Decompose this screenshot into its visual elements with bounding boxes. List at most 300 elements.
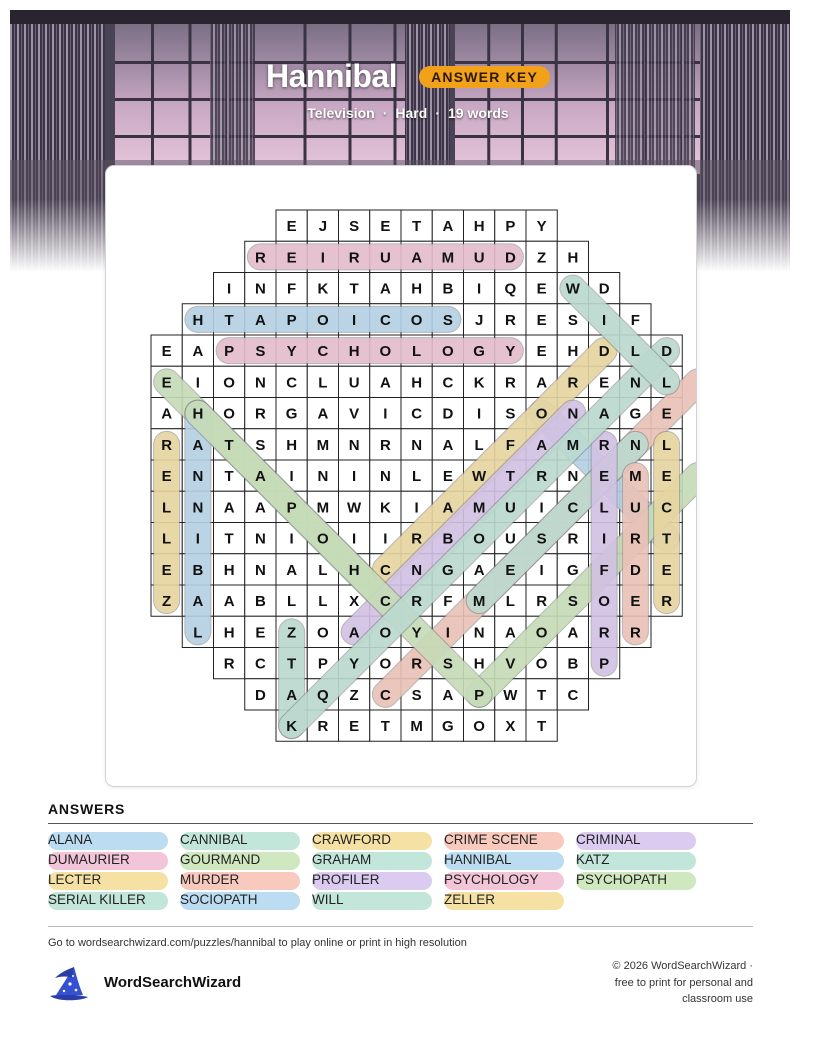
grid-letter: D <box>598 280 610 298</box>
grid-letter: A <box>223 499 235 517</box>
grid-letter: L <box>505 593 515 611</box>
grid-letter: A <box>348 624 360 642</box>
grid-letter: R <box>411 530 423 548</box>
grid-letter: I <box>539 499 544 517</box>
grid-letter: N <box>254 530 266 548</box>
grid-letter: L <box>318 374 328 392</box>
grid-letter: D <box>661 343 673 361</box>
grid-letter: L <box>599 499 609 517</box>
grid-letter: I <box>289 530 294 548</box>
grid-letter: E <box>505 561 516 579</box>
answer-word: DUMAURIER <box>48 852 130 867</box>
grid-letter: P <box>286 311 297 329</box>
answer-key-badge: ANSWER KEY <box>419 66 550 88</box>
letter-grid <box>106 166 696 786</box>
grid-letter: L <box>162 530 172 548</box>
grid-letter: R <box>504 374 516 392</box>
grid-letter: I <box>320 249 325 267</box>
grid-letter: O <box>317 530 329 548</box>
grid-letter: O <box>223 405 235 423</box>
grid-letter: I <box>383 530 388 548</box>
grid-letter: E <box>161 468 172 486</box>
answer-word: WILL <box>312 892 344 907</box>
grid-letter: F <box>505 436 515 454</box>
grid-letter: E <box>161 561 172 579</box>
grid-letter: R <box>317 718 329 736</box>
grid-letter: N <box>317 468 329 486</box>
grid-letter: O <box>535 624 548 642</box>
grid-letter: H <box>567 249 579 267</box>
grid-letter: X <box>349 593 360 611</box>
grid-letter: F <box>443 593 453 611</box>
copyright-line: classroom use <box>682 993 753 1005</box>
grid-letter: O <box>473 718 485 736</box>
grid-letter: S <box>505 405 516 423</box>
grid-letter: M <box>410 718 423 736</box>
grid-letter: H <box>223 624 235 642</box>
answer-word: CANNIBAL <box>180 832 248 847</box>
grid-letter: V <box>505 655 516 673</box>
grid-letter: I <box>227 280 232 298</box>
grid-letter: A <box>442 499 454 517</box>
answer-word: GOURMAND <box>180 852 261 867</box>
difficulty-label: Hard <box>395 105 428 121</box>
grid-letter: N <box>567 405 579 423</box>
grid-letter: T <box>505 468 515 486</box>
grid-letter: I <box>477 280 482 298</box>
grid-letter: P <box>505 218 516 236</box>
answer-word: KATZ <box>576 852 610 867</box>
answer-item <box>576 871 696 889</box>
grid-letter: E <box>286 218 297 236</box>
grid-letter: S <box>411 686 422 704</box>
grid-letter: K <box>473 374 485 392</box>
grid-letter: P <box>224 343 235 361</box>
grid-letter: R <box>411 655 423 673</box>
separator-dot: · <box>435 105 440 121</box>
grid-letter: C <box>567 499 579 517</box>
answer-word: GRAHAM <box>312 852 372 867</box>
grid-letter: N <box>629 436 641 454</box>
grid-letter: G <box>442 561 454 579</box>
answer-word: SOCIOPATH <box>180 892 258 907</box>
grid-letter: R <box>567 530 579 548</box>
grid-letter: H <box>411 280 423 298</box>
answer-item <box>444 891 564 909</box>
grid-letter: M <box>629 468 642 486</box>
grid-letter: L <box>412 343 422 361</box>
grid-letter: I <box>352 468 357 486</box>
grid-letter: I <box>195 374 200 392</box>
grid-letter: E <box>161 343 172 361</box>
grid-letter: Y <box>286 343 297 361</box>
grid-letter: A <box>254 499 266 517</box>
grid-letter: I <box>539 561 544 579</box>
grid-letter: T <box>224 436 234 454</box>
brand-name: WordSearchWizard <box>104 974 242 991</box>
grid-letter: L <box>162 499 172 517</box>
grid-letter: E <box>536 311 547 329</box>
grid-letter: N <box>629 374 641 392</box>
grid-letter: E <box>536 343 547 361</box>
grid-letter: R <box>348 249 360 267</box>
grid-letter: H <box>567 343 579 361</box>
grid-letter: R <box>629 530 641 548</box>
grid-letter: E <box>255 624 266 642</box>
grid-letter: T <box>380 718 390 736</box>
answer-item <box>48 851 168 869</box>
puzzle-meta <box>0 105 816 121</box>
grid-letter: U <box>629 499 641 517</box>
grid-letter: A <box>473 561 485 579</box>
grid-letter: S <box>255 436 266 454</box>
category-label: Television <box>307 105 375 121</box>
grid-letter: N <box>567 468 579 486</box>
grid-letter: N <box>192 499 204 517</box>
grid-letter: R <box>661 593 673 611</box>
grid-letter: T <box>662 530 672 548</box>
grid-letter: C <box>379 561 391 579</box>
grid-letter: M <box>472 593 486 611</box>
answers-divider <box>48 823 753 824</box>
grid-letter: N <box>348 436 360 454</box>
answer-word: CRIMINAL <box>576 832 641 847</box>
grid-letter: D <box>629 561 641 579</box>
grid-letter: P <box>474 686 485 704</box>
grid-letter: Y <box>505 343 516 361</box>
grid-letter: C <box>442 374 454 392</box>
grid-letter: U <box>504 530 516 548</box>
grid-letter: O <box>598 593 610 611</box>
answers-heading: ANSWERS <box>48 801 126 817</box>
answer-item <box>312 891 432 909</box>
grid-letter: A <box>442 218 454 236</box>
grid-letter: O <box>535 405 548 423</box>
answer-item <box>444 871 564 889</box>
grid-letter: E <box>599 468 610 486</box>
grid-letter: R <box>411 593 423 611</box>
grid-letter: L <box>193 624 203 642</box>
grid-letter: D <box>504 249 516 267</box>
grid-letter: F <box>599 561 609 579</box>
grid-letter: O <box>442 343 454 361</box>
answer-item <box>576 851 696 869</box>
grid-letter: R <box>567 374 579 392</box>
separator-dot: · <box>382 105 388 121</box>
puzzle-header <box>0 58 816 121</box>
grid-letter: I <box>414 499 419 517</box>
grid-letter: E <box>161 374 172 392</box>
grid-letter: T <box>224 530 234 548</box>
grid-letter: O <box>223 374 235 392</box>
puzzle-card <box>105 165 697 787</box>
grid-letter: C <box>379 593 391 611</box>
grid-letter: O <box>317 311 329 329</box>
answer-word: PSYCHOPATH <box>576 872 668 887</box>
grid-letter: C <box>661 499 673 517</box>
grid-letter: T <box>287 655 297 673</box>
answer-item <box>48 831 168 849</box>
grid-letter: O <box>535 655 548 673</box>
grid-letter: A <box>286 561 298 579</box>
grid-letter: V <box>349 405 360 423</box>
grid-letter: W <box>565 280 580 298</box>
grid-letter: D <box>442 405 454 423</box>
grid-letter: H <box>223 561 235 579</box>
grid-letter: T <box>224 311 234 329</box>
answer-item <box>312 871 432 889</box>
grid-letter: E <box>536 280 547 298</box>
copyright-line: free to print for personal and <box>614 976 753 989</box>
grid-letter: S <box>567 593 578 611</box>
answer-item <box>180 871 300 889</box>
grid-letter: A <box>317 405 329 423</box>
grid-letter: B <box>442 280 454 298</box>
grid-letter: G <box>567 561 579 579</box>
grid-letter: A <box>411 249 423 267</box>
grid-letter: L <box>630 343 640 361</box>
grid-letter: K <box>317 280 329 298</box>
grid-letter: G <box>442 718 454 736</box>
grid-letter: M <box>316 499 330 517</box>
grid-letter: A <box>192 593 204 611</box>
answer-word: PROFILER <box>312 872 380 887</box>
grid-letter: Z <box>349 686 359 704</box>
grid-letter: U <box>504 499 516 517</box>
grid-letter: H <box>192 405 204 423</box>
grid-letter: R <box>598 624 610 642</box>
grid-letter: R <box>536 468 548 486</box>
answer-item <box>180 851 300 869</box>
grid-letter: S <box>442 655 453 673</box>
grid-letter: O <box>317 624 329 642</box>
grid-letter: U <box>473 249 485 267</box>
grid-letter: C <box>379 686 391 704</box>
grid-letter: M <box>441 249 455 267</box>
grid-letter: B <box>254 593 266 611</box>
grid-letter: H <box>192 311 204 329</box>
grid-letter: S <box>255 343 266 361</box>
grid-letter: M <box>472 499 486 517</box>
grid-letter: O <box>379 624 392 642</box>
grid-letter: K <box>286 718 298 736</box>
answer-word: LECTER <box>48 872 102 887</box>
grid-letter: N <box>379 468 391 486</box>
answer-item <box>576 831 696 849</box>
copyright-line: © 2026 WordSearchWizard · <box>612 960 753 972</box>
grid-letter: E <box>286 249 297 267</box>
grid-letter: E <box>442 468 453 486</box>
grid-letter: C <box>286 374 298 392</box>
answer-word: CRAWFORD <box>312 832 391 847</box>
grid-letter: B <box>192 561 204 579</box>
grid-letter: R <box>223 655 235 673</box>
grid-letter: L <box>412 468 422 486</box>
grid-letter: D <box>598 343 610 361</box>
grid-letter: A <box>442 436 454 454</box>
grid-letter: C <box>379 311 391 329</box>
grid-letter: D <box>254 686 266 704</box>
grid-letter: T <box>349 280 359 298</box>
answer-word: ALANA <box>48 832 93 847</box>
grid-letter: L <box>318 593 328 611</box>
grid-letter: W <box>503 686 518 704</box>
grid-letter: S <box>567 311 578 329</box>
answer-word: SERIAL KILLER <box>48 892 146 907</box>
grid-letter: E <box>349 718 360 736</box>
answer-word: PSYCHOLOGY <box>444 872 539 887</box>
grid-letter: C <box>254 655 266 673</box>
grid-letter: M <box>566 436 580 454</box>
grid-letter: L <box>287 593 297 611</box>
grid-letter: C <box>567 686 579 704</box>
answer-item <box>48 891 168 909</box>
grid-letter: I <box>477 405 482 423</box>
grid-letter: E <box>661 405 672 423</box>
answer-word: MURDER <box>180 872 240 887</box>
grid-letter: H <box>348 561 360 579</box>
grid-letter: N <box>411 436 423 454</box>
grid-letter: A <box>598 405 610 423</box>
grid-letter: Q <box>504 280 517 298</box>
grid-letter: O <box>379 655 392 673</box>
answer-word: HANNIBAL <box>444 852 512 867</box>
grid-letter: B <box>567 655 579 673</box>
grid-letter: A <box>254 311 266 329</box>
grid-letter: L <box>662 436 672 454</box>
grid-letter: A <box>567 624 579 642</box>
grid-letter: N <box>254 561 266 579</box>
grid-letter: G <box>629 405 642 423</box>
grid-letter: H <box>411 374 423 392</box>
grid-letter: Z <box>287 624 297 642</box>
grid-letter: J <box>318 218 328 236</box>
grid-letter: H <box>473 218 485 236</box>
puzzle-title: Hannibal <box>265 58 398 94</box>
grid-letter: G <box>285 405 298 423</box>
grid-letter: E <box>599 374 610 392</box>
grid-letter: E <box>661 561 672 579</box>
grid-letter: W <box>347 499 362 517</box>
grid-letter: F <box>287 280 297 298</box>
grid-letter: N <box>254 374 266 392</box>
grid-letter: A <box>536 374 548 392</box>
grid-letter: H <box>348 343 360 361</box>
grid-letter: H <box>473 655 485 673</box>
grid-letter: A <box>161 405 173 423</box>
grid-letter: R <box>629 624 641 642</box>
grid-letter: I <box>602 311 607 329</box>
wizard-hat-icon <box>46 964 92 1004</box>
grid-letter: R <box>254 249 266 267</box>
grid-letter: N <box>473 624 485 642</box>
answer-item <box>180 831 300 849</box>
grid-letter: O <box>379 343 392 361</box>
grid-letter: N <box>411 561 423 579</box>
grid-letter: I <box>195 530 200 548</box>
grid-letter: Q <box>317 686 329 704</box>
grid-letter: L <box>662 374 672 392</box>
answer-item <box>312 851 432 869</box>
answer-item <box>444 851 564 869</box>
grid-letter: T <box>537 718 547 736</box>
grid-letter: R <box>536 593 548 611</box>
grid-letter: I <box>602 530 607 548</box>
grid-letter: C <box>317 343 329 361</box>
word-count-label: 19 words <box>447 105 509 121</box>
grid-letter: P <box>317 655 328 673</box>
grid-letter: H <box>286 436 298 454</box>
grid-letter: I <box>352 530 357 548</box>
answer-item <box>180 891 300 909</box>
grid-letter: O <box>473 530 485 548</box>
grid-letter: F <box>630 311 640 329</box>
grid-letter: N <box>192 468 204 486</box>
grid-letter: R <box>254 405 266 423</box>
footer-url-text: Go to wordsearchwizard.com/puzzles/hannibal to play online or print in high resolution <box>48 937 467 949</box>
grid-letter: A <box>442 686 454 704</box>
grid-letter: E <box>661 468 672 486</box>
grid-letter: G <box>473 343 485 361</box>
grid-letter: S <box>349 218 360 236</box>
grid-letter: E <box>380 218 391 236</box>
grid-letter: I <box>445 624 450 642</box>
grid-letter: A <box>379 280 391 298</box>
grid-letter: R <box>598 436 610 454</box>
grid-letter: S <box>536 530 547 548</box>
answer-word: ZELLER <box>444 892 496 907</box>
grid-letter: O <box>410 311 423 329</box>
grid-letter: R <box>379 436 391 454</box>
grid-letter: I <box>383 405 388 423</box>
grid-letter: T <box>537 686 547 704</box>
grid-letter: R <box>161 436 173 454</box>
grid-letter: B <box>442 530 454 548</box>
footer-divider <box>48 926 753 927</box>
grid-letter: X <box>505 718 516 736</box>
grid-letter: K <box>379 499 391 517</box>
grid-letter: N <box>254 280 266 298</box>
grid-letter: A <box>286 686 298 704</box>
grid-letter: Y <box>349 655 360 673</box>
grid-letter: P <box>286 499 297 517</box>
grid-letter: Y <box>411 624 422 642</box>
grid-letter: I <box>289 468 294 486</box>
grid-letter: P <box>599 655 610 673</box>
grid-letter: U <box>379 249 391 267</box>
grid-letter: A <box>192 343 204 361</box>
grid-letter: Z <box>537 249 547 267</box>
grid-letter: A <box>254 468 266 486</box>
grid-letter: Z <box>162 593 172 611</box>
grid-letter: R <box>504 311 516 329</box>
grid-letter: A <box>223 593 235 611</box>
grid-letter: E <box>630 593 641 611</box>
grid-letter: M <box>316 436 330 454</box>
answer-item <box>444 831 564 849</box>
copyright-text <box>583 958 753 1008</box>
grid-letter: A <box>192 436 204 454</box>
grid-letter: L <box>474 436 484 454</box>
grid-letter: W <box>472 468 487 486</box>
grid-letter: J <box>474 311 484 329</box>
grid-letter: T <box>412 218 422 236</box>
answer-item <box>312 831 432 849</box>
grid-letter: I <box>352 311 357 329</box>
answer-word: CRIME SCENE <box>444 832 538 847</box>
grid-letter: L <box>318 561 328 579</box>
grid-letter: C <box>411 405 423 423</box>
